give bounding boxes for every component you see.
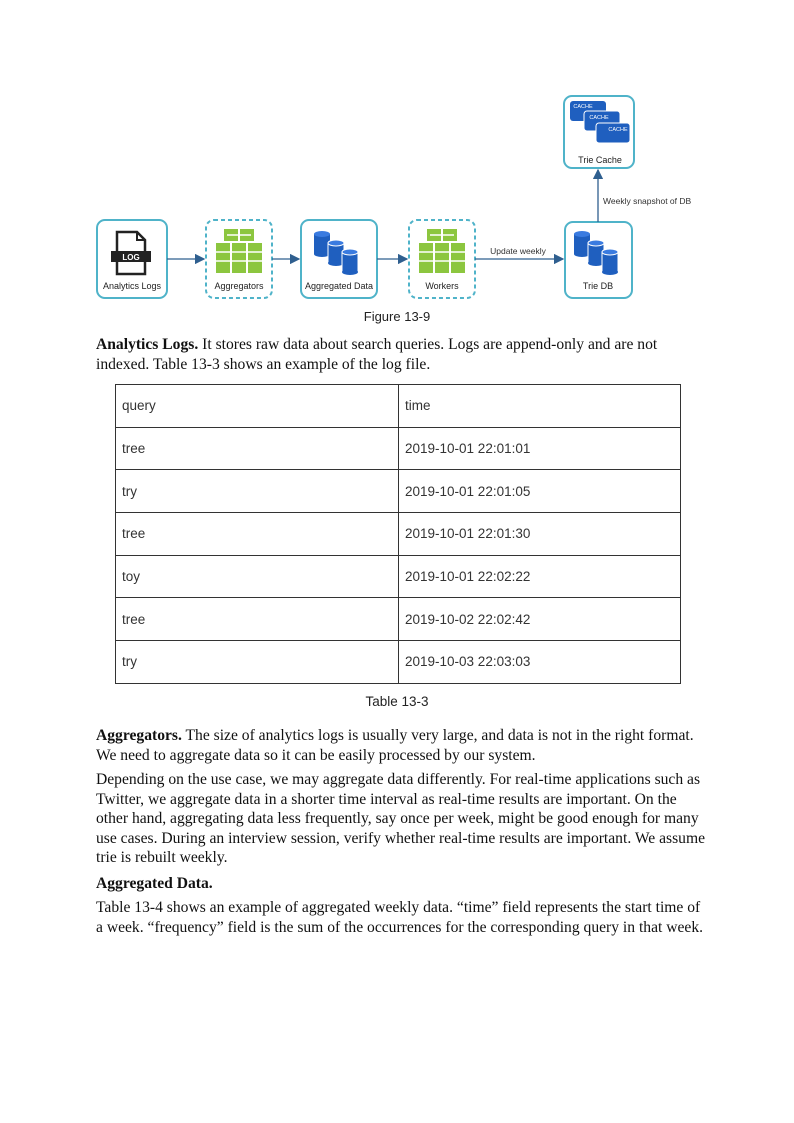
time-cell: 2019-10-01 22:01:01	[399, 427, 681, 470]
table-row	[116, 641, 681, 684]
use-case-paragraph: Depending on the use case, we may aggregate data differently. For real-time applications such as Twitter, we aggregate data in a shorter time interval as real-time results are important. On the other hand, aggregating data less frequently, say once per week, might be good enough for many use cases. During an interview session, verify whether real-time results are important. We assume trie is rebuilt weekly.	[96, 771, 706, 866]
update-weekly-label: Update weekly	[490, 246, 546, 256]
query-cell: try	[116, 641, 399, 684]
aggregators-node	[206, 220, 272, 298]
time-cell: 2019-10-03 22:03:03	[399, 641, 681, 684]
trie-cache-node	[564, 96, 634, 168]
query-cell: tree	[116, 513, 399, 556]
table-row	[116, 513, 681, 556]
aggregators-heading: Aggregators.	[96, 727, 182, 744]
table-13-4-paragraph: Table 13-4 shows an example of aggregated weekly data. “time” field represents the start time of a week. “frequency” field is the sum of the occurrences for the corresponding query in that week.	[96, 899, 704, 936]
log-file-icon	[111, 232, 151, 274]
trie-db-node	[565, 222, 632, 298]
query-cell: try	[116, 470, 399, 513]
cache-label: CACHE	[608, 127, 628, 133]
analytics-logs-paragraph	[96, 335, 706, 374]
weekly-snapshot-label: Weekly snapshot of DB	[603, 196, 692, 206]
header-cell-query: query	[116, 385, 399, 428]
workers-label: Workers	[425, 281, 459, 291]
table-header-row	[116, 385, 681, 428]
analytics-logs-label: Analytics Logs	[102, 281, 162, 291]
workers-node	[409, 220, 475, 298]
analytics-logs-node	[97, 220, 167, 298]
trie-db-label: Trie DB	[582, 281, 614, 291]
trie-cache-label: Trie Cache	[578, 155, 622, 165]
analytics-logs-heading: Analytics Logs.	[96, 336, 199, 353]
aggregators-paragraph	[96, 726, 706, 765]
figure-13-9-diagram	[0, 0, 794, 300]
cache-label: CACHE	[589, 115, 609, 121]
aggregated-data-heading: Aggregated Data.	[96, 875, 213, 892]
aggregated-data-node	[301, 220, 377, 298]
query-cell: toy	[116, 555, 399, 598]
log-badge: LOG	[122, 253, 140, 262]
analytics-logs-text: It stores raw data about search queries. Logs are append-only and are not indexed. Table 13-3 shows an example of the log file.	[96, 336, 658, 373]
query-cell: tree	[116, 598, 399, 641]
aggregated-data-heading-paragraph	[96, 874, 706, 894]
aggregators-text: The size of analytics logs is usually very large, and data is not in the right format. We need to aggregate data so it can be easily processed by our system.	[96, 727, 694, 764]
time-cell: 2019-10-01 22:02:22	[399, 555, 681, 598]
query-cell: tree	[116, 427, 399, 470]
aggregators-label: Aggregators	[214, 281, 264, 291]
table-row	[116, 555, 681, 598]
cache-label: CACHE	[573, 104, 593, 110]
aggregated-data-label: Aggregated Data	[304, 281, 374, 291]
table-row	[116, 470, 681, 513]
time-cell: 2019-10-02 22:02:42	[399, 598, 681, 641]
time-cell: 2019-10-01 22:01:05	[399, 470, 681, 513]
table-row	[116, 598, 681, 641]
table-row	[116, 427, 681, 470]
time-cell: 2019-10-01 22:01:30	[399, 513, 681, 556]
header-cell-time: time	[399, 385, 681, 428]
log-table	[115, 384, 681, 684]
figure-caption: Figure 13-9	[363, 309, 431, 324]
table-caption: Table 13-3	[365, 694, 429, 709]
